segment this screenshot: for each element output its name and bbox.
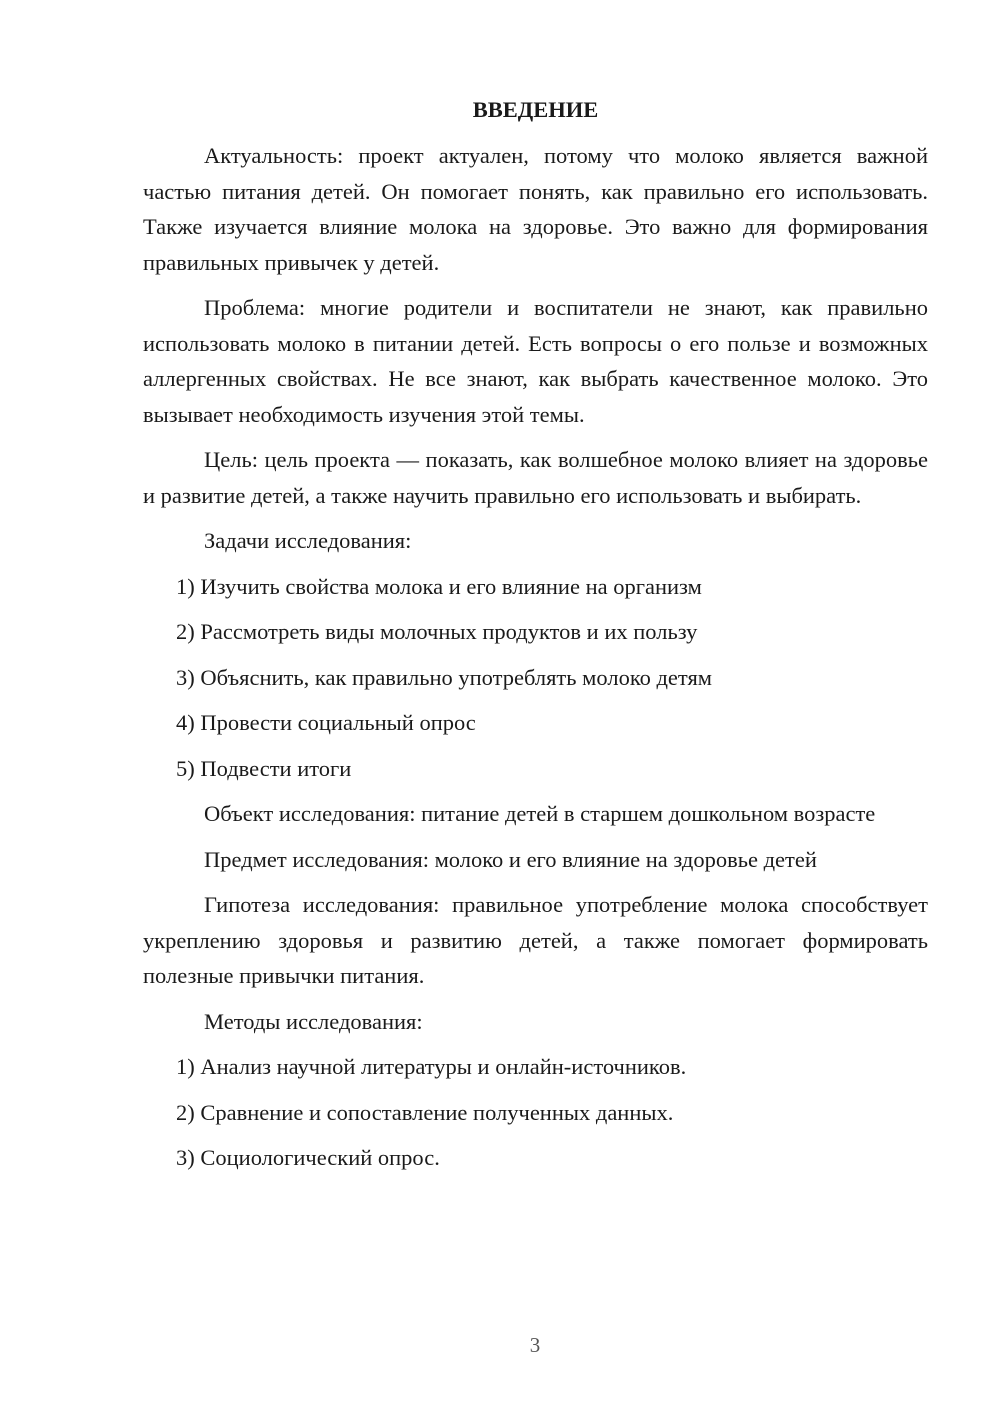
relevance-paragraph: Актуальность: проект актуален, потому что молоко является важной частью питания детей. Он помогает понять, как правильно его использовать. Также изучается влияние молока на здоровье. Это важно для формирования правильных привычек у детей. bbox=[143, 143, 928, 275]
task-item: 4) Провести социальный опрос bbox=[176, 710, 476, 735]
problem-paragraph: Проблема: многие родители и воспитатели не знают, как правильно использовать молоко в питании детей. Есть вопросы о его пользе и возможных аллергенных свойствах. Не все знают, как выбрать качественное молоко. Это вызывает необходимость изучения этой темы. bbox=[143, 295, 928, 427]
method-item: 2) Сравнение и сопоставление полученных данных. bbox=[176, 1099, 674, 1125]
task-item: 5) Подвести итоги bbox=[176, 755, 352, 781]
section-heading: ВВЕДЕНИЕ bbox=[472, 97, 599, 122]
task-item: 2) Рассмотреть виды молочных продуктов и их пользу bbox=[176, 619, 698, 644]
document-page bbox=[143, 92, 928, 1186]
method-item: 1) Анализ научной литературы и онлайн-источников. bbox=[176, 1054, 687, 1079]
object-paragraph: Объект исследования: питание детей в старшем дошкольном возрасте bbox=[204, 801, 876, 826]
page-number: 3 bbox=[529, 1333, 541, 1357]
subject-paragraph: Предмет исследования: молоко и его влияние на здоровье детей bbox=[204, 846, 817, 872]
tasks-title: Задачи исследования: bbox=[204, 528, 412, 553]
task-item: 3) Объяснить, как правильно употреблять молоко детям bbox=[176, 664, 713, 690]
task-item: 1) Изучить свойства молока и его влияние на организм bbox=[176, 573, 702, 599]
method-item: 3) Социологический опрос. bbox=[176, 1145, 440, 1170]
goal-paragraph: Цель: цель проекта — показать, как волшебное молоко влияет на здоровье и развитие детей, а также научить правильно его использовать и выбирать. bbox=[143, 447, 928, 508]
methods-title: Методы исследования: bbox=[204, 1008, 423, 1034]
hypothesis-paragraph: Гипотеза исследования: правильное употребление молока способствует укреплению здоровья и развитию детей, а также помогает формировать полезные привычки питания. bbox=[143, 892, 928, 988]
